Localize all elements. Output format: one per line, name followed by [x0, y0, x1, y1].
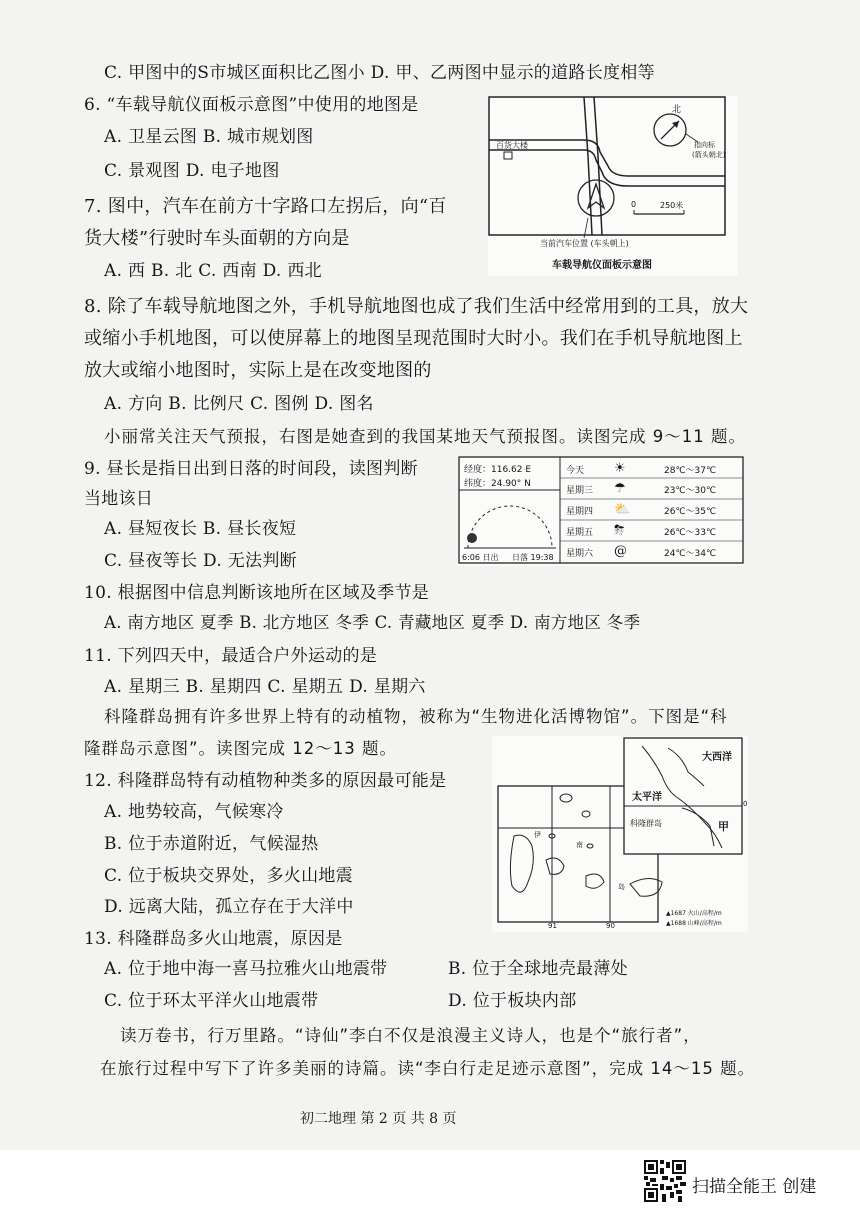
map-atlantic-label: 大西洋: [702, 752, 732, 763]
q8-stem-1: 8. 除了车载导航地图之外，手机导航地图也成了我们生活中经常用到的工具，放大: [84, 296, 749, 317]
q8-options: A. 方向 B. 比例尺 C. 图例 D. 图名: [104, 394, 374, 414]
q13-option-a: A. 位于地中海一喜马拉雅火山地震带: [104, 959, 388, 979]
map-pacific-label: 太平洋: [632, 792, 662, 803]
weather-day: 星期五: [566, 528, 594, 538]
nav-store-label: 百货大楼: [496, 141, 528, 150]
intro-12-13-1: 科隆群岛拥有许多世界上特有的动植物，被称为“生物进化活博物馆”。下图是“科: [104, 707, 728, 726]
map-peak1-legend: ▲1687 火山/高程/m: [666, 910, 722, 917]
page-footer: 初二地理 第 2 页 共 8 页: [300, 1111, 457, 1127]
q13-option-d: D. 位于板块内部: [448, 991, 577, 1011]
weather-row: [566, 544, 742, 560]
q9-options-cd: C. 昼夜等长 D. 无法判断: [104, 551, 297, 571]
map-jia-label: 甲: [718, 820, 729, 833]
q9-stem-2: 当地该日: [84, 489, 154, 509]
intro-12-13-2: 隆群岛示意图”。读图完成 12～13 题。: [84, 739, 398, 758]
sun-icon: ☀: [614, 461, 626, 476]
typhoon-icon: @: [614, 544, 627, 559]
map-galapagos-label: 科隆群岛: [630, 819, 662, 828]
nav-scale-value: 250米: [660, 201, 684, 210]
weather-longitude: 经度：116.62 E: [464, 465, 532, 475]
nav-pointer-label: 指向标: [694, 141, 715, 149]
q12-option-b: B. 位于赤道附近，气候湿热: [104, 834, 319, 854]
map-island-a: 伊: [534, 831, 541, 839]
weather-row: [566, 461, 742, 477]
weather-sunset: 日落 19:38: [512, 553, 554, 562]
weather-day: 今天: [566, 466, 585, 476]
thunder-rain-icon: ⛈: [614, 523, 625, 538]
q10-stem: 10. 根据图中信息判断该地所在区域及季节是: [84, 583, 430, 603]
q8-stem-2: 或缩小手机地图，可以使屏幕上的地图呈现范围时大时小。我们在手机导航地图上: [84, 328, 743, 349]
qr-code-icon: [644, 1160, 686, 1202]
weather-latitude: 纬度：24.90° N: [464, 479, 531, 489]
map-island-b: 南: [576, 841, 583, 849]
map-peak2-legend: ▲1688 山峰/高程/m: [666, 920, 722, 927]
weather-temp: 23℃～30℃: [664, 486, 717, 496]
q6-options-cd: C. 景观图 D. 电子地图: [104, 161, 280, 181]
q11-options: A. 星期三 B. 星期四 C. 星期五 D. 星期六: [104, 677, 426, 697]
intro-14-15-2: 在旅行过程中写下了许多美丽的诗篇。读“李白行走足迹示意图”，完成 14～15 题。: [100, 1059, 756, 1078]
nav-scale-zero: 0: [631, 200, 637, 209]
weather-temp: 26℃～33℃: [664, 528, 717, 538]
nav-north-label: 北: [672, 105, 682, 115]
map-lon-90: 90: [606, 922, 615, 930]
weather-temp: 24℃～34℃: [664, 549, 717, 559]
q13-option-b: B. 位于全球地壳最薄处: [448, 959, 628, 979]
nav-car-label: 当前汽车位置 (车头朝上): [540, 239, 629, 248]
weather-forecast-figure: [458, 456, 744, 566]
map-island-c: 岛: [618, 883, 625, 891]
q12-option-c: C. 位于板块交界处，多火山地震: [104, 866, 354, 886]
weather-row: [566, 481, 742, 497]
q10-options: A. 南方地区 夏季 B. 北方地区 冬季 C. 青藏地区 夏季 D. 南方地区 冬季: [104, 613, 641, 632]
galapagos-map-figure: [492, 736, 748, 932]
scanner-watermark: [644, 1160, 844, 1204]
q7-stem-1: 7. 图中，汽车在前方十字路口左拐后，向“百: [84, 196, 447, 217]
map-lon-91: 91: [548, 922, 557, 930]
q12-option-d: D. 远离大陆，孤立存在于大洋中: [104, 897, 354, 917]
weather-day: 星期三: [566, 486, 594, 496]
q5-options-cd: C. 甲图中的S市城区面积比乙图小 D. 甲、乙两图中显示的道路长度相等: [104, 63, 655, 83]
weather-row: [566, 502, 742, 518]
weather-day: 星期六: [566, 549, 594, 559]
weather-temp: 28℃～37℃: [664, 466, 717, 476]
nav-pointer-note: (箭头朝北): [692, 151, 726, 159]
q13-option-c: C. 位于环太平洋火山地震带: [104, 991, 319, 1011]
q11-stem: 11. 下列四天中，最适合户外运动的是: [84, 646, 378, 666]
nav-panel-figure: [488, 96, 738, 276]
q12-option-a: A. 地势较高，气候寒冷: [104, 802, 284, 822]
weather-row: [566, 523, 742, 539]
q13-stem: 13. 科隆群岛多火山地震，原因是: [84, 929, 343, 949]
q6-stem: 6. “车载导航仪面板示意图”中使用的地图是: [84, 95, 419, 115]
q6-options-ab: A. 卫星云图 B. 城市规划图: [104, 127, 314, 147]
q7-stem-2: 货大楼”行驶时车头面朝的方向是: [84, 228, 350, 249]
weather-sunrise: 6:06 日出: [462, 553, 499, 562]
q7-options: A. 西 B. 北 C. 西南 D. 西北: [104, 261, 322, 281]
scanner-label: 扫描全能王 创建: [692, 1177, 817, 1197]
q12-stem: 12. 科隆群岛特有动植物种类多的原因最可能是: [84, 771, 447, 791]
rain-icon: ☂: [614, 481, 626, 496]
q8-stem-3: 放大或缩小地图时，实际上是在改变地图的: [84, 360, 432, 381]
map-lat-zero: 0: [743, 800, 748, 808]
intro-14-15-1: 读万卷书，行万里路。“诗仙”李白不仅是浪漫主义诗人，也是个“旅行者”，: [120, 1026, 701, 1045]
weather-temp: 26℃～35℃: [664, 507, 717, 517]
weather-day: 星期四: [566, 507, 594, 517]
intro-9-11: 小丽常关注天气预报，右图是她查到的我国某地天气预报图。读图完成 9～11 题。: [104, 427, 746, 446]
q9-options-ab: A. 昼短夜长 B. 昼长夜短: [104, 519, 297, 539]
nav-figure-caption: 车载导航仪面板示意图: [552, 260, 652, 271]
cloud-sun-icon: ⛅: [614, 502, 631, 517]
q9-stem-1: 9. 昼长是指日出到日落的时间段，读图判断: [84, 459, 418, 479]
